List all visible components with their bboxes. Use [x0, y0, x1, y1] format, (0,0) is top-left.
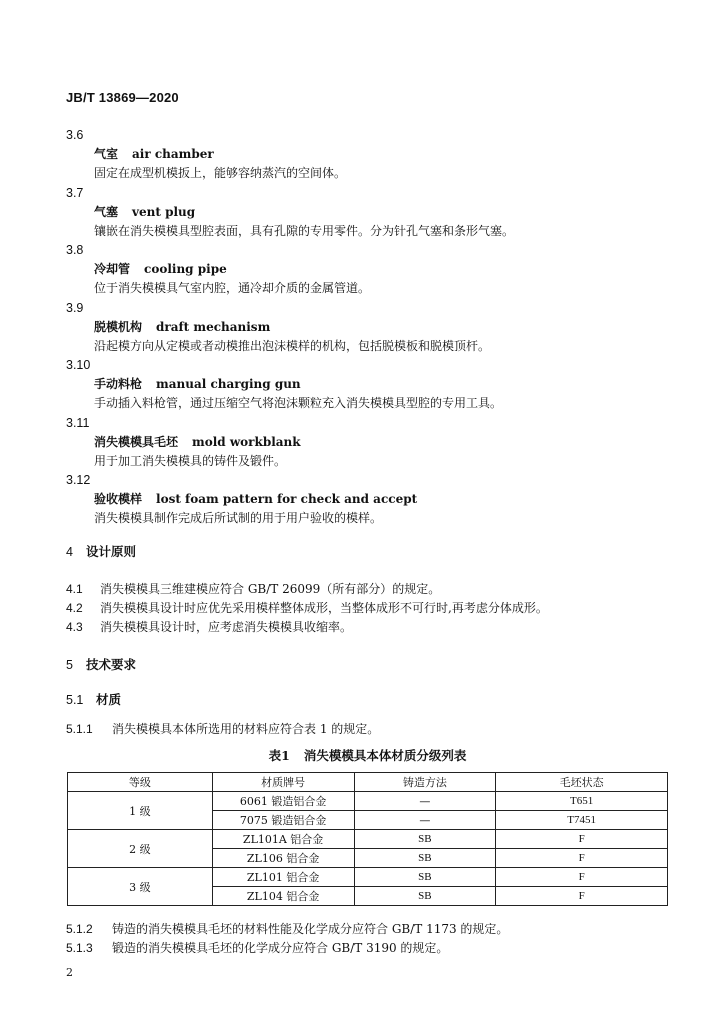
method-cell: SB: [354, 868, 496, 887]
section-number: 5: [66, 658, 73, 672]
table-row: [68, 830, 668, 849]
term-zh: 验收模样: [94, 492, 143, 506]
table-header-row: [68, 773, 668, 792]
subsection-title: 材质: [96, 692, 122, 707]
clause-text: 铸造的消失模模具毛坯的材料性能及化学成分应符合 GB/T 1173 的规定。: [112, 922, 509, 936]
term-en: lost foam pattern for check and accept: [156, 492, 418, 506]
term-entry: [66, 299, 666, 357]
section-title: 技术要求: [86, 657, 137, 672]
term-entry: [66, 414, 666, 472]
clause-5-1-2: [66, 920, 508, 937]
term-number: 3.8: [66, 243, 84, 257]
clause-text: 锻造的消失模模具毛坯的化学成分应符合 GB/T 3190 的规定。: [112, 941, 449, 955]
term-number: 3.11: [66, 415, 90, 430]
term-number: 3.7: [66, 185, 84, 200]
method-cell: —: [354, 792, 496, 811]
material-cell: ZL101A 铝合金: [212, 830, 354, 849]
term-zh: 消失模模具毛坯: [94, 434, 179, 449]
section-title: 设计原则: [86, 544, 137, 559]
table-caption-title: 消失模模具本体材质分级列表: [303, 748, 467, 763]
method-cell: SB: [354, 887, 496, 906]
table-row: [68, 868, 668, 887]
grade-cell: 2 级: [68, 830, 213, 868]
term-title: [66, 433, 666, 452]
clause-4-2: [66, 599, 548, 616]
section-4-heading: [66, 542, 136, 560]
state-cell: T7451: [496, 811, 668, 830]
term-title: [66, 203, 666, 222]
clause-4-1: [66, 580, 440, 597]
grade-cell: 3 级: [68, 868, 213, 906]
term-entry: [66, 126, 666, 184]
term-entry: [66, 471, 666, 529]
subsection-number: 5.1: [66, 693, 84, 707]
state-cell: T651: [496, 792, 668, 811]
method-cell: —: [354, 811, 496, 830]
term-number: 3.9: [66, 300, 84, 315]
term-entry: [66, 356, 666, 414]
clause-number: 5.1.3: [66, 941, 93, 955]
table-row: [68, 792, 668, 811]
section-5-heading: [66, 655, 136, 673]
term-en: cooling pipe: [144, 262, 227, 276]
term-number: 3.6: [66, 128, 84, 142]
term-title: [66, 490, 666, 509]
term-definition: 沿起模方向从定模或者动模推出泡沫模样的机构，包括脱模板和脱模顶杆。: [94, 338, 491, 353]
clause-text: 消失模模具本体所选用的材料应符合表 1 的规定。: [112, 722, 380, 736]
term-en: air chamber: [132, 147, 214, 161]
term-en: draft mechanism: [156, 319, 271, 334]
clause-number: 4.2: [66, 601, 83, 615]
term-definition: 固定在成型机模扳上，能够容纳蒸汽的空间体。: [94, 166, 347, 180]
state-cell: F: [496, 849, 668, 868]
clause-number: 5.1.1: [66, 722, 93, 736]
term-definition: 消失模模具制作完成后所试制的用于用户验收的模样。: [94, 511, 383, 525]
term-zh: 手动料枪: [94, 377, 143, 391]
clause-number: 5.1.2: [66, 922, 93, 936]
clause-5-1-1: [66, 720, 379, 737]
clause-text: 消失模模具设计时应优先采用模样整体成形，当整体成形不可行时,再考虑分体成形。: [100, 601, 548, 615]
clause-number: 4.1: [66, 582, 83, 596]
header-blank-state: 毛坯状态: [496, 773, 668, 792]
material-cell: 7075 锻造铝合金: [212, 811, 354, 830]
term-title: [66, 318, 666, 337]
subsection-5-1-heading: [66, 690, 121, 708]
material-cell: ZL106 铝合金: [212, 849, 354, 868]
clause-text: 消失模模具三维建模应符合 GB/T 26099（所有部分）的规定。: [100, 582, 441, 596]
term-title: [66, 260, 666, 279]
term-entry: [66, 184, 666, 242]
grade-cell: 1 级: [68, 792, 213, 830]
term-definition: 手动插入料枪管，通过压缩空气将泡沫颗粒充入消失模模具型腔的专用工具。: [94, 396, 503, 410]
material-grade-table: [67, 772, 668, 906]
term-definition: 用于加工消失模模具的铸件及锻件。: [94, 453, 287, 468]
table-caption: [66, 746, 669, 764]
term-title: [66, 145, 666, 164]
term-zh: 气室: [94, 147, 119, 161]
term-entry: [66, 241, 666, 299]
term-definition: 位于消失模模具气室内腔，通冷却介质的金属管道。: [94, 281, 371, 295]
clause-number: 4.3: [66, 620, 83, 634]
material-cell: ZL104 铝合金: [212, 887, 354, 906]
material-cell: 6061 锻造铝合金: [212, 792, 354, 811]
section-number: 4: [66, 545, 73, 559]
terms-list: [66, 126, 666, 529]
clause-5-1-3: [66, 939, 448, 956]
term-definition: 镶嵌在消失模模具型腔表面，具有孔隙的专用零件。分为针孔气塞和条形气塞。: [94, 223, 515, 238]
header-casting-method: 铸造方法: [354, 773, 496, 792]
term-en: vent plug: [132, 204, 196, 219]
term-zh: 气塞: [94, 204, 119, 219]
state-cell: F: [496, 830, 668, 849]
method-cell: SB: [354, 830, 496, 849]
material-cell: ZL101 铝合金: [212, 868, 354, 887]
header-grade: 等级: [68, 773, 213, 792]
header-material: 材质牌号: [212, 773, 354, 792]
term-zh: 脱模机构: [94, 319, 143, 334]
standard-header: JB/T 13869—2020: [66, 90, 179, 105]
term-en: mold workblank: [192, 434, 301, 449]
term-number: 3.12: [66, 473, 91, 487]
state-cell: F: [496, 887, 668, 906]
term-zh: 冷却管: [94, 262, 131, 276]
table-caption-number: 表1: [268, 748, 290, 763]
term-number: 3.10: [66, 358, 91, 372]
term-en: manual charging gun: [156, 377, 301, 391]
clause-text: 消失模模具设计时，应考虑消失模模具收缩率。: [100, 620, 353, 634]
term-title: [66, 375, 666, 394]
method-cell: SB: [354, 849, 496, 868]
state-cell: F: [496, 868, 668, 887]
page-number: 2: [66, 966, 73, 979]
clause-4-3: [66, 618, 352, 635]
